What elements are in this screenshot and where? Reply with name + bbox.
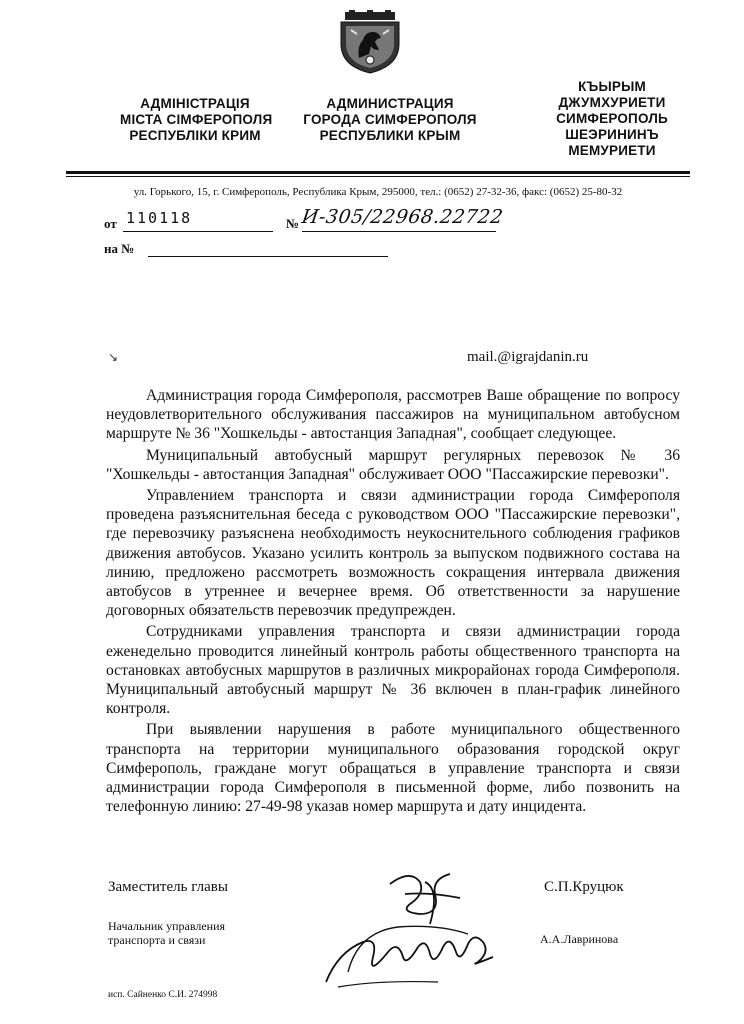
body-paragraph: При выявлении нарушения в работе муниципального общественного транспорта на территории муниципального образования городской округ Симферополь, граждане могут обращаться в управление транспорта и связи администрации города Симферополя в письменной форме, либо позвонить на телефонную линию: 27-49-98 указав номер маршрута и дату инцидента. [106, 721, 680, 816]
header-crh-line: МЕМУРИЕТИ [568, 143, 656, 158]
body-paragraph: Администрация города Симферополя, рассмотрев Ваше обращение по вопросу неудовлетворительного обслуживания пассажиров на муниципальном автобусном маршруте № 36 "Хошкельды - автостанция Западная", сообщает следующее. [106, 387, 680, 443]
header-divider-thick [66, 171, 690, 174]
signer-name: С.П.Круцюк [544, 879, 624, 895]
address-line: ул. Горького, 15, г. Симферополь, Республика Крым, 295000, тел.: (0652) 27-32-36, факс: (0652) 25-80-32 [133, 186, 623, 198]
second-signer-position-line: Начальник управления [108, 919, 226, 933]
executor-line: исп. Сайненко С.И. 274998 [108, 990, 218, 1000]
crimea-coat-of-arms-icon [339, 10, 401, 74]
header-crh-line: ДЖУМХУРИЕТИ [558, 95, 666, 110]
header-crimean-tatar [512, 79, 712, 159]
date-value: 110118 [126, 209, 193, 227]
header-ua-line: РЕСПУБЛІКИ КРИМ [129, 128, 261, 143]
number-underline [302, 231, 496, 232]
number-label: № [286, 216, 300, 231]
header-ru-line: РЕСПУБЛИКИ КРЫМ [319, 128, 461, 143]
handwritten-signature-icon [318, 912, 503, 992]
header-crh-line: КЪЫРЫМ [578, 79, 646, 94]
reply-underline [148, 256, 388, 257]
reply-label: на № [104, 241, 135, 256]
header-ua-line: АДМІНІСТРАЦІЯ [140, 96, 250, 111]
body-paragraph: Сотрудниками управления транспорта и связи администрации города еженедельно проводится линейный контроль работы общественного транспорта на остановках автобусных маршрутов в различных микрорайонах города Симферополя. Муниципальный автобусный маршрут № 36 включен в план-график линейного контроля. [106, 623, 680, 718]
second-signer-position [108, 919, 225, 947]
number-value: И-305/22968.22722 [300, 206, 505, 228]
handwritten-mark: ↘ [108, 350, 119, 364]
signer-position: Заместитель главы [108, 879, 228, 895]
body-paragraph: Управлением транспорта и связи администрации города Симферополя проведена разъяснительная беседа с руководством ООО "Пассажирские перевозки", где перевозчику разъяснена необходимость неукоснительного соблюдения графиков движения автобусов. Указано усилить контроль за выпуском подвижного состава на линию, предложено рассмотреть возможность сокращения интервала движения автобусов в утреннее и вечернее время. Об ответственности за нарушение договорных обязательств перевозчик предупрежден. [106, 487, 680, 620]
body-paragraph: Муниципальный автобусный маршрут регулярных перевозок № 36 "Хошкельды - автостанция Западная" обслуживает ООО "Пассажирские перевозки". [106, 446, 680, 483]
date-label: от [104, 216, 117, 231]
letter-body [106, 386, 680, 816]
date-underline [123, 231, 273, 232]
header-russian [295, 96, 485, 144]
second-signer-name: А.А.Лавринова [540, 932, 619, 946]
header-ru-line: ГОРОДА СИМФЕРОПОЛЯ [303, 112, 477, 127]
second-signer-position-line: транспорта и связи [108, 933, 206, 947]
header-divider-thin [66, 176, 690, 177]
header-crh-line: ШЕЭРИНИНЪ [565, 127, 659, 142]
header-ua-line: МІСТА СІМФЕРОПОЛЯ [120, 112, 273, 127]
header-ru-line: АДМИНИСТРАЦИЯ [326, 96, 454, 111]
recipient-email: mail.@igrajdanin.ru [467, 349, 589, 365]
header-crh-line: СИМФЕРОПОЛЬ [556, 111, 668, 126]
header-ukrainian [120, 96, 273, 144]
